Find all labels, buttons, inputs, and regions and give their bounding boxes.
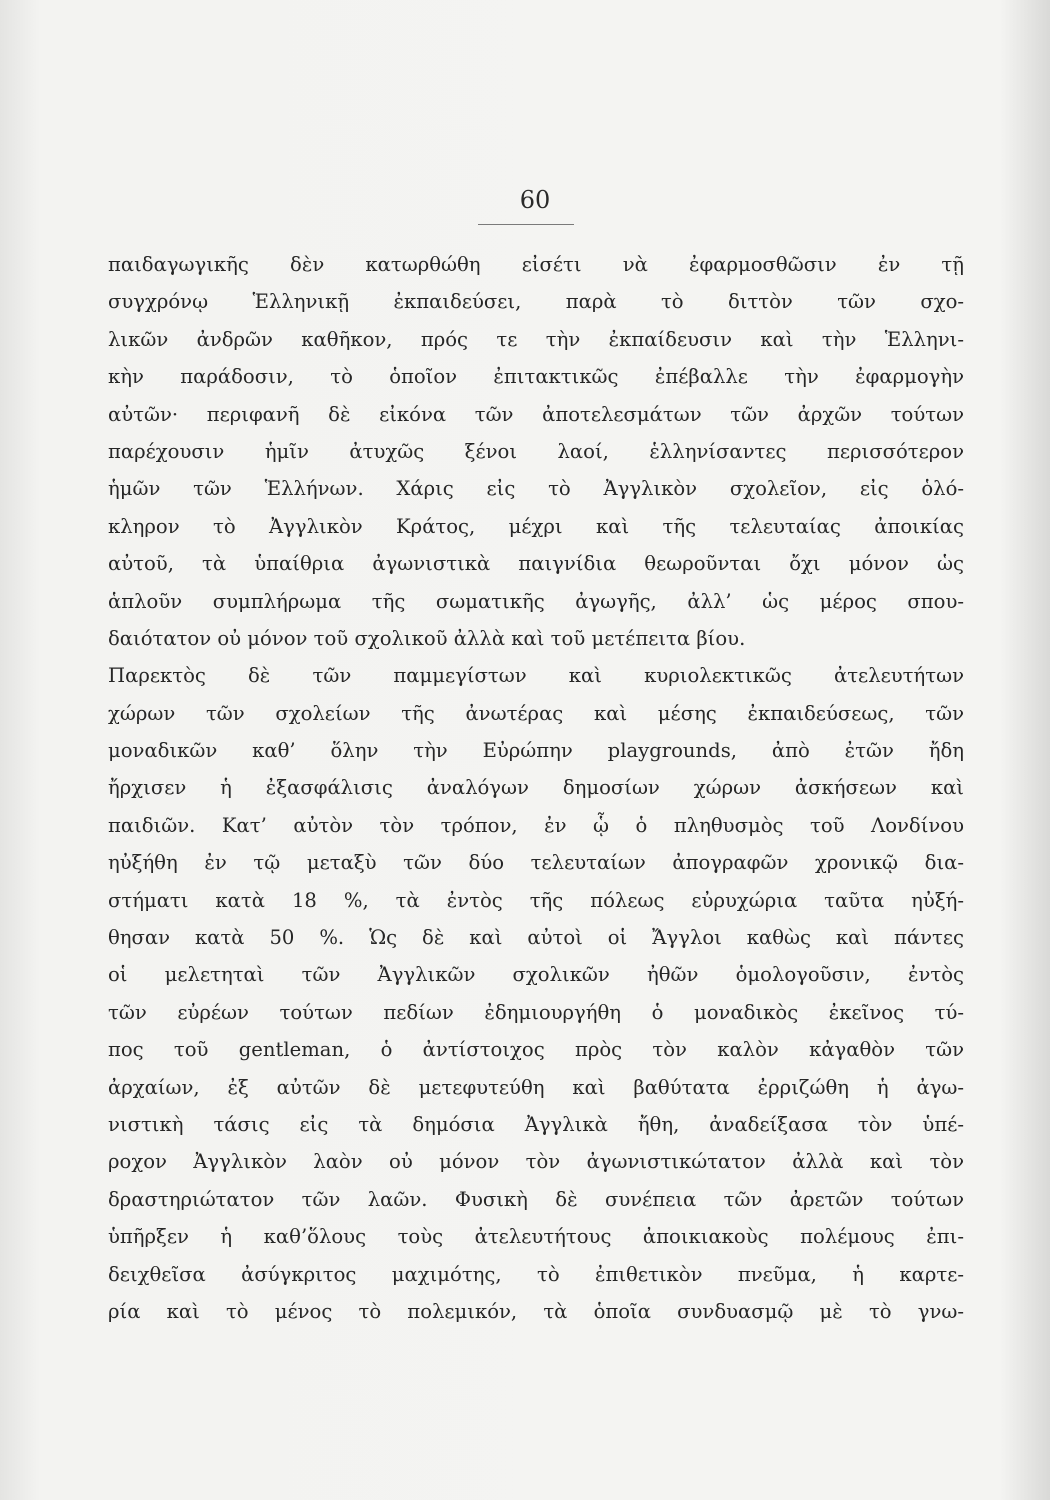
- text-line: ἡμῶν τῶν Ἑλλήνων. Χάρις εἰς τὸ Ἀγγλικὸν σχολεῖον, εἰς ὁλό-: [108, 477, 964, 501]
- text-line: οἱ μελετηταὶ τῶν Ἀγγλικῶν σχολικῶν ἠθῶν ὁμολογοῦσιν, ἐντὸς: [108, 963, 964, 987]
- text-line: τῶν εὐρέων τούτων πεδίων ἐδημιουργήθη ὁ μοναδικὸς ἐκεῖνος τύ-: [108, 1000, 964, 1024]
- text-line: ἤρχισεν ἡ ἐξασφάλισις ἀναλόγων δημοσίων χώρων ἀσκήσεων καὶ: [108, 776, 964, 800]
- page-number: 60: [519, 186, 551, 214]
- text-line: ὑπῆρξεν ἡ καθ’ὅλους τοὺς ἀτελευτήτους ἀποικιακοὺς πολέμους ἐπι-: [108, 1225, 964, 1249]
- body-text: [108, 246, 964, 1330]
- text-line: ἀρχαίων, ἐξ αὐτῶν δὲ μετεφυτεύθη καὶ βαθύτατα ἐρριζώθη ἡ ἀγω-: [108, 1075, 964, 1099]
- text-line: πος τοῦ gentleman, ὁ ἀντίστοιχος πρὸς τὸν καλὸν κἀγαθὸν τῶν: [108, 1038, 964, 1062]
- text-line: λικῶν ἀνδρῶν καθῆκον, πρός τε τὴν ἐκπαίδευσιν καὶ τὴν Ἑλληνι-: [108, 327, 964, 351]
- text-line: δαιότατον οὐ μόνον τοῦ σχολικοῦ ἀλλὰ καὶ τοῦ μετέπειτα βίου.: [108, 626, 746, 650]
- text-line: ροχον Ἀγγλικὸν λαὸν οὐ μόνον τὸν ἀγωνιστικώτατον ἀλλὰ καὶ τὸν: [108, 1150, 964, 1174]
- text-line: μοναδικῶν καθ’ ὅλην τὴν Εὐρώπην playgrounds, ἀπὸ ἐτῶν ἤδη: [108, 739, 964, 763]
- text-line: ηὐξήθη ἐν τῷ μεταξὺ τῶν δύο τελευταίων ἀπογραφῶν χρονικῷ δια-: [108, 851, 964, 875]
- text-line: παιδαγωγικῆς δὲν κατωρθώθη εἰσέτι νὰ ἐφαρμοσθῶσιν ἐν τῇ: [108, 253, 964, 276]
- text-line: αὐτῶν· περιφανῆ δὲ εἰκόνα τῶν ἀποτελεσμάτων τῶν ἀρχῶν τούτων: [108, 402, 964, 426]
- header-rule: [478, 224, 574, 225]
- text-line: αὐτοῦ, τὰ ὑπαίθρια ἀγωνιστικὰ παιγνίδια θεωροῦνται ὄχι μόνον ὡς: [108, 552, 964, 576]
- text-line: δραστηριώτατον τῶν λαῶν. Φυσικὴ δὲ συνέπεια τῶν ἀρετῶν τούτων: [108, 1187, 964, 1211]
- text-line: ρία καὶ τὸ μένος τὸ πολεμικόν, τὰ ὁποῖα συνδυασμῷ μὲ τὸ γνω-: [108, 1299, 964, 1323]
- text-line: συγχρόνῳ Ἑλληνικῇ ἐκπαιδεύσει, παρὰ τὸ διττὸν τῶν σχο-: [108, 290, 964, 314]
- text-line: νιστικὴ τάσις εἰς τὰ δημόσια Ἀγγλικὰ ἤθη, ἀναδείξασα τὸν ὑπέ-: [108, 1112, 964, 1136]
- text-line: παιδιῶν. Κατ’ αὐτὸν τὸν τρόπον, ἐν ᾧ ὁ πληθυσμὸς τοῦ Λονδίνου: [108, 813, 964, 837]
- text-line: κληρον τὸ Ἀγγλικὸν Κράτος, μέχρι καὶ τῆς τελευταίας ἀποικίας: [108, 514, 964, 538]
- text-line: κὴν παράδοσιν, τὸ ὁποῖον ἐπιτακτικῶς ἐπέβαλλε τὴν ἐφαρμογὴν: [108, 365, 964, 389]
- text-line: δειχθεῖσα ἀσύγκριτος μαχιμότης, τὸ ἐπιθετικὸν πνεῦμα, ἡ καρτε-: [108, 1262, 964, 1286]
- text-line: ἁπλοῦν συμπλήρωμα τῆς σωματικῆς ἀγωγῆς, ἀλλ’ ὡς μέρος σπου-: [108, 589, 964, 613]
- text-line: στήματι κατὰ 18 %, τὰ ἐντὸς τῆς πόλεως εὐρυχώρια ταῦτα ηὐξή-: [108, 888, 964, 912]
- text-line: θησαν κατὰ 50 %. Ὡς δὲ καὶ αὐτοὶ οἱ Ἄγγλοι καθὼς καὶ πάντες: [108, 926, 964, 950]
- text-line: Παρεκτὸς δὲ τῶν παμμεγίστων καὶ κυριολεκτικῶς ἀτελευτήτων: [108, 664, 964, 688]
- text-line: χώρων τῶν σχολείων τῆς ἀνωτέρας καὶ μέσης ἐκπαιδεύσεως, τῶν: [108, 701, 964, 725]
- text-line: παρέχουσιν ἡμῖν ἀτυχῶς ξένοι λαοί, ἑλληνίσαντες περισσότερον: [108, 439, 964, 463]
